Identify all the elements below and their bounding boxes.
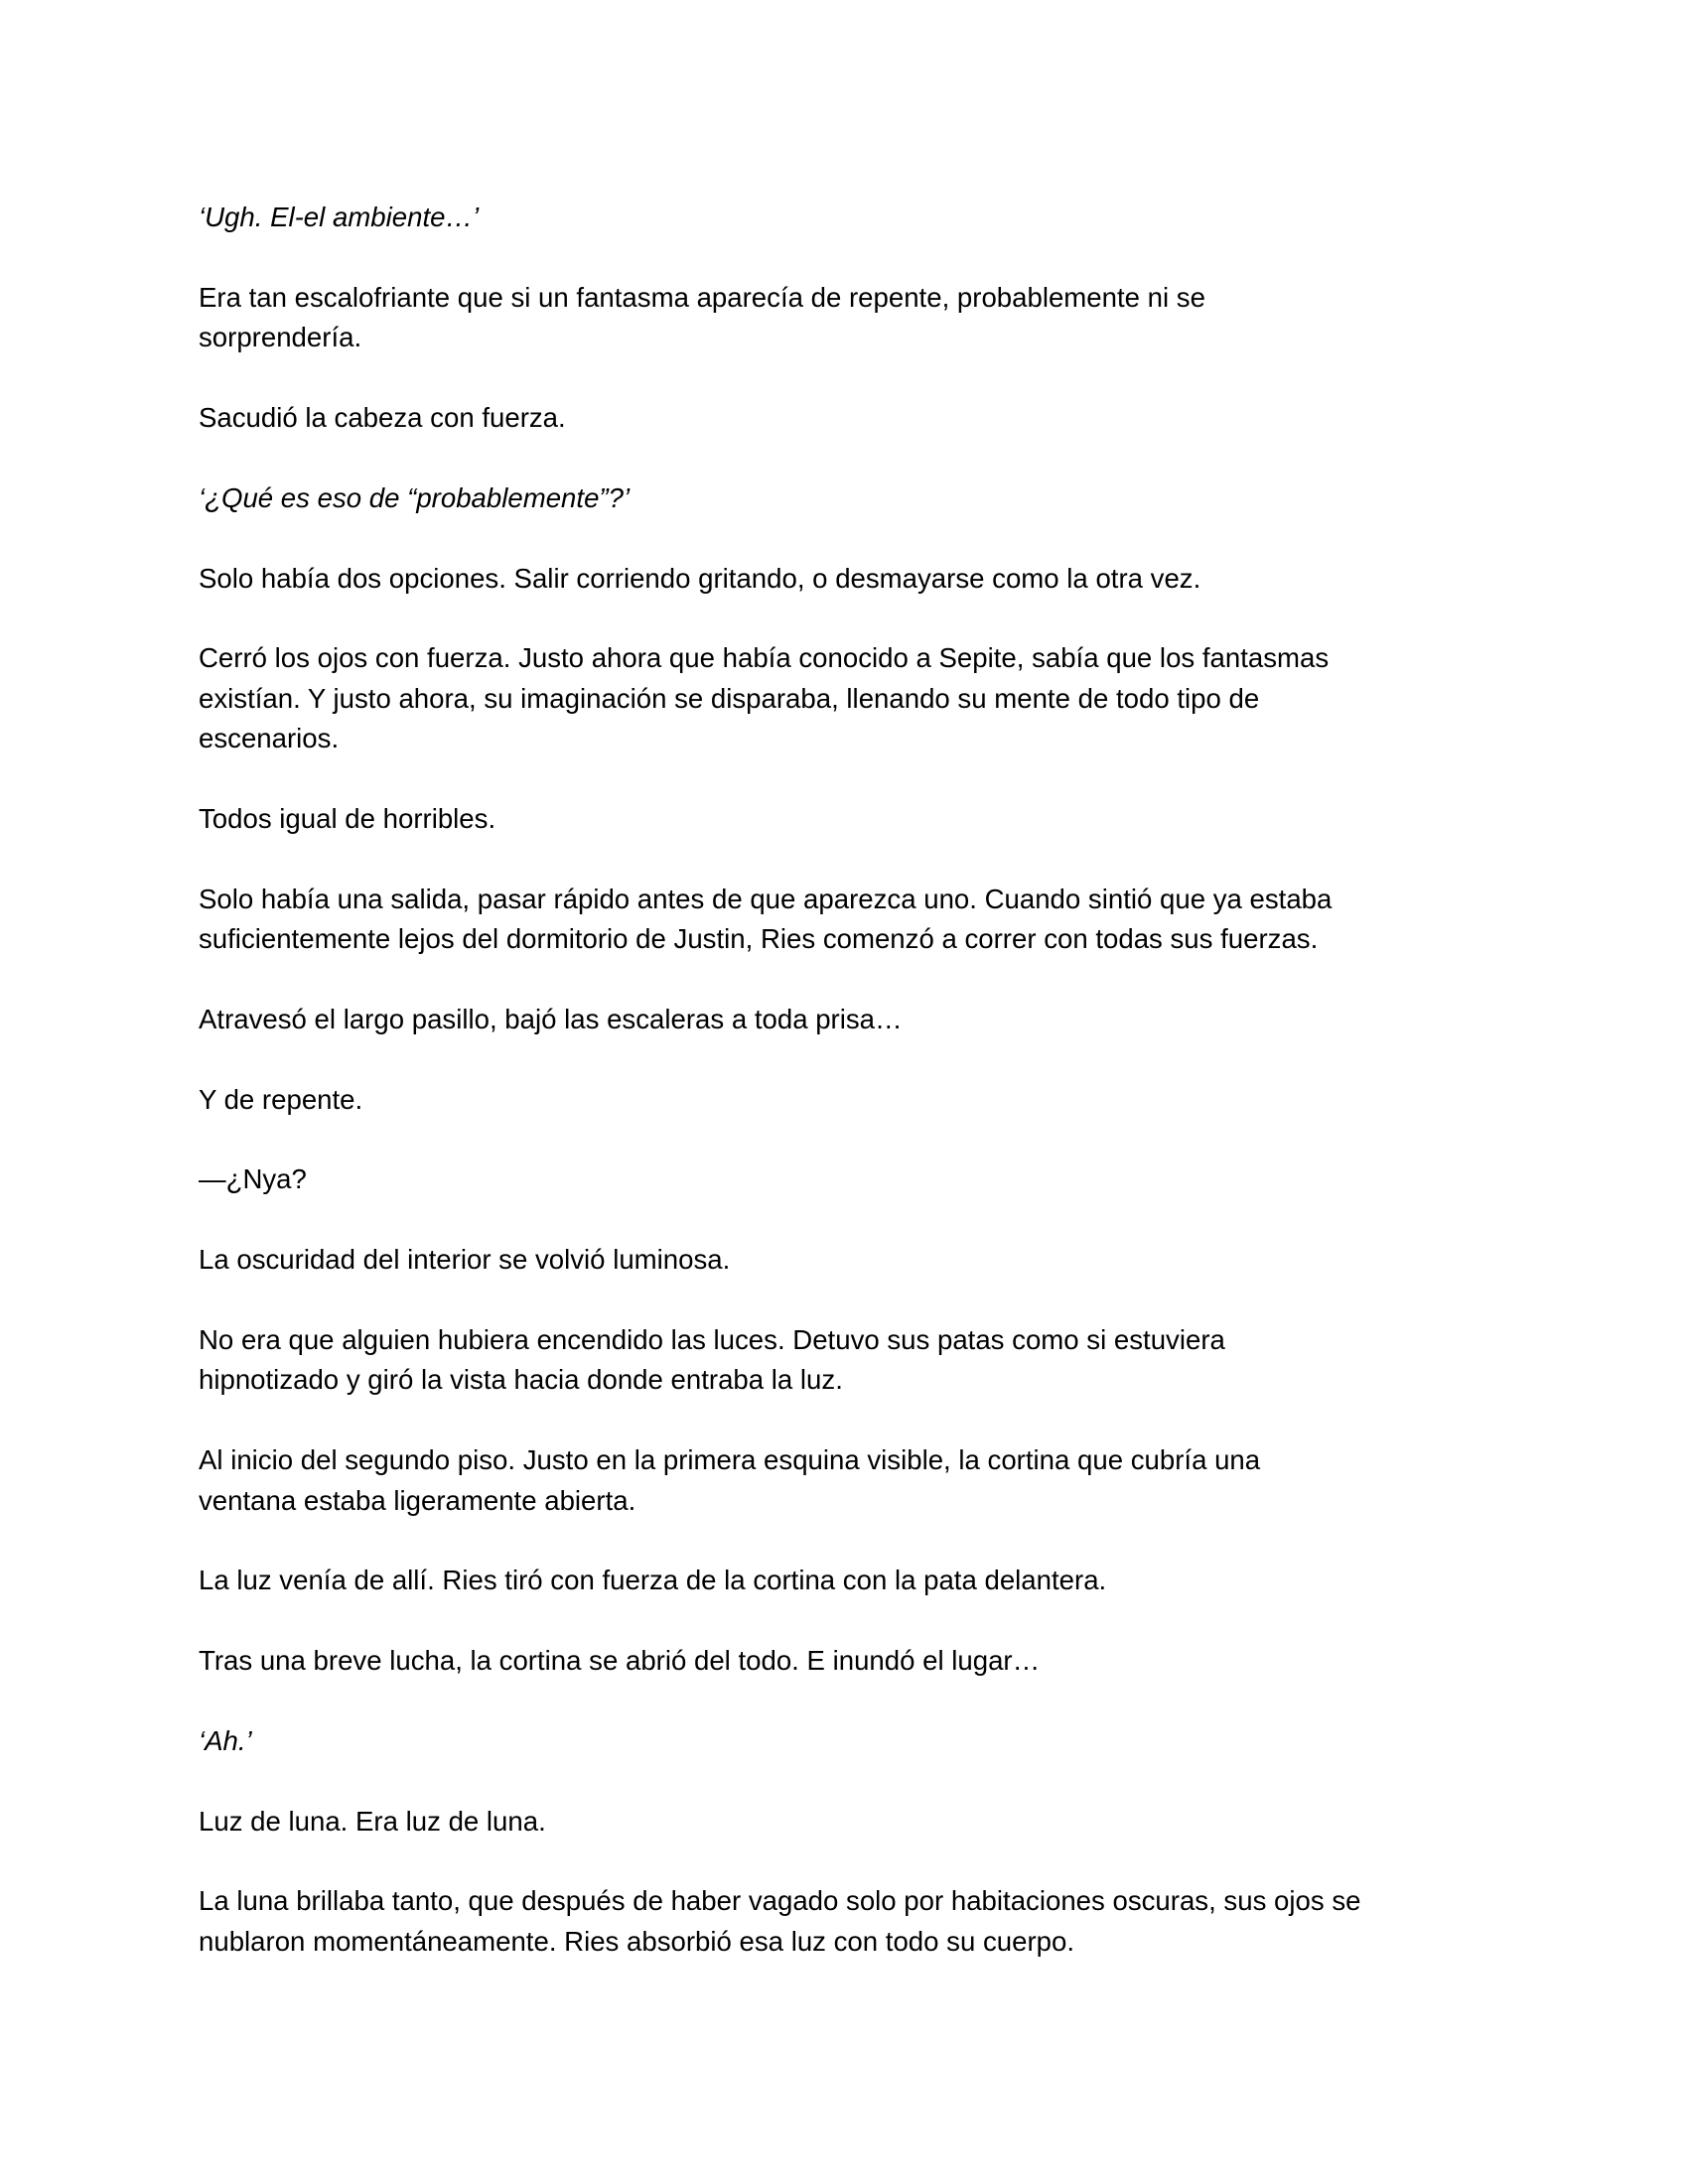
text-line: Solo había una salida, pasar rápido antes de que aparezca uno. Cuando sintió que ya estaba [199, 883, 1333, 914]
paragraph [199, 1561, 1509, 1600]
text-line: ventana estaba ligeramente abierta. [199, 1484, 636, 1516]
text-line: La oscuridad del interior se volvió luminosa. [199, 1244, 731, 1276]
text-line: Cerró los ojos con fuerza. Justo ahora que había conocido a Sepite, sabía que los fantasmas [199, 642, 1330, 674]
text-line: —¿Nya? [199, 1163, 307, 1195]
paragraph [199, 1641, 1509, 1681]
text-line: Atravesó el largo pasillo, bajó las escaleras a toda prisa… [199, 1003, 903, 1034]
text-line: existían. Y justo ahora, su imaginación se disparaba, llenando su mente de todo tipo de [199, 682, 1260, 714]
paragraph [199, 880, 1509, 960]
paragraph [199, 1320, 1509, 1401]
text-line: Sacudió la cabeza con fuerza. [199, 401, 566, 433]
text-line: Todos igual de horribles. [199, 802, 496, 834]
text-line: Era tan escalofriante que si un fantasma aparecía de repente, probablemente ni se [199, 281, 1205, 313]
text-line: La luz venía de allí. Ries tiró con fuerza de la cortina con la pata delantera. [199, 1565, 1107, 1596]
text-line: Y de repente. [199, 1083, 363, 1115]
paragraph [199, 799, 1509, 839]
text-line: Tras una breve lucha, la cortina se abrió del todo. E inundó el lugar… [199, 1645, 1041, 1677]
text-line: Al inicio del segundo piso. Justo en la primera esquina visible, la cortina que cubría una [199, 1444, 1261, 1476]
paragraph [199, 1802, 1509, 1842]
paragraph [199, 1000, 1509, 1039]
paragraph [199, 278, 1509, 358]
text-line: escenarios. [199, 723, 340, 754]
text-line: No era que alguien hubiera encendido las luces. Detuvo sus patas como si estuviera [199, 1323, 1225, 1355]
paragraph [199, 1080, 1509, 1120]
paragraph [199, 1881, 1509, 1962]
paragraph-thought [199, 478, 1509, 518]
paragraph-dialogue [199, 1160, 1509, 1199]
paragraph [199, 638, 1509, 758]
text-line: ‘Ah.’ [199, 1724, 252, 1756]
text-line: Luz de luna. Era luz de luna. [199, 1805, 546, 1837]
document-page [199, 198, 1509, 2002]
text-line: ‘¿Qué es eso de “probablemente”?’ [199, 481, 631, 513]
text-line: sorprendería. [199, 322, 362, 353]
text-line: nublaron momentáneamente. Ries absorbió esa luz con todo su cuerpo. [199, 1925, 1075, 1957]
text-line: La luna brillaba tanto, que después de haber vagado solo por habitaciones oscuras, sus ojos se [199, 1885, 1361, 1917]
paragraph [199, 1440, 1509, 1521]
text-line: ‘Ugh. El-el ambiente…’ [199, 202, 480, 232]
paragraph [199, 1240, 1509, 1280]
text-line: suficientemente lejos del dormitorio de Justin, Ries comenzó a correr con todas sus fuerzas. [199, 923, 1319, 955]
paragraph [199, 398, 1509, 438]
paragraph [199, 559, 1509, 599]
text-line: hipnotizado y giró la vista hacia donde entraba la luz. [199, 1364, 843, 1396]
paragraph-thought [199, 1721, 1509, 1761]
paragraph-thought [199, 198, 1509, 237]
text-line: Solo había dos opciones. Salir corriendo gritando, o desmayarse como la otra vez. [199, 562, 1201, 594]
